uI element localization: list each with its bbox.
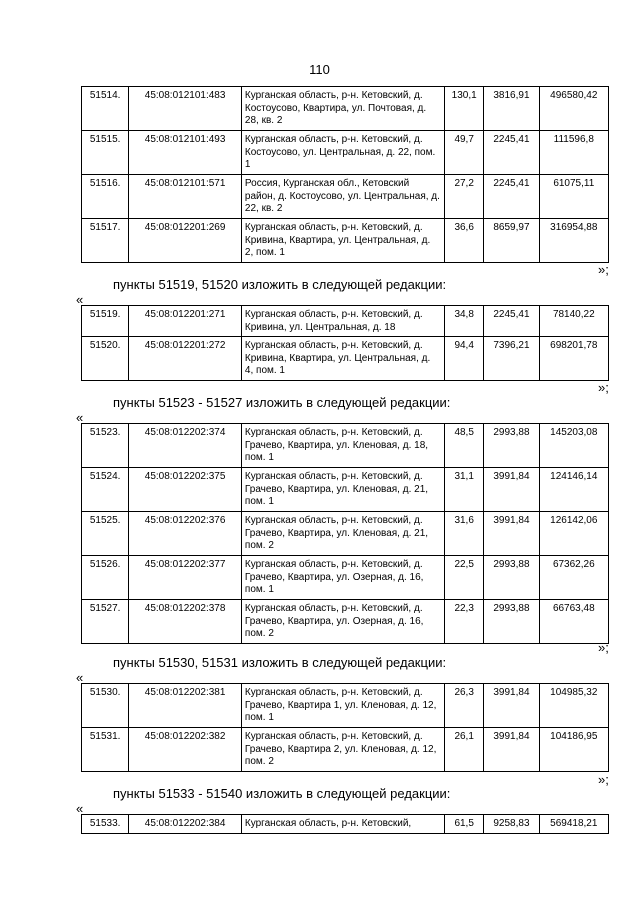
table-row bbox=[82, 424, 609, 468]
value: 496580,42 bbox=[539, 87, 608, 131]
row-number: 51526. bbox=[82, 556, 129, 600]
table-section-1 bbox=[81, 305, 609, 381]
area: 31,6 bbox=[445, 512, 484, 556]
table-row bbox=[82, 175, 609, 219]
value: 67362,26 bbox=[539, 556, 608, 600]
area: 61,5 bbox=[445, 815, 484, 834]
value: 104186,95 bbox=[539, 728, 608, 772]
opening-quote: « bbox=[76, 410, 84, 425]
area: 26,3 bbox=[445, 684, 484, 728]
area: 22,3 bbox=[445, 600, 484, 644]
address: Курганская область, р-н. Кетовский, д. Грачево, Квартира, ул. Кленовая, д. 18, пом. 1 bbox=[241, 424, 444, 468]
amendment-instruction: пункты 51519, 51520 изложить в следующей редакции: bbox=[113, 277, 447, 292]
price: 8659,97 bbox=[484, 219, 539, 263]
row-number: 51533. bbox=[82, 815, 129, 834]
cadastral-number: 45:08:012201:269 bbox=[129, 219, 242, 263]
table-section-4 bbox=[81, 814, 609, 834]
area: 130,1 bbox=[445, 87, 484, 131]
area: 26,1 bbox=[445, 728, 484, 772]
closing-quote: »; bbox=[598, 640, 609, 655]
row-number: 51514. bbox=[82, 87, 129, 131]
address: Курганская область, р-н. Кетовский, д. Грачево, Квартира 1, ул. Кленовая, д. 12, пом. 1 bbox=[241, 684, 444, 728]
row-number: 51517. bbox=[82, 219, 129, 263]
value: 316954,88 bbox=[539, 219, 608, 263]
address: Курганская область, р-н. Кетовский, д. Грачево, Квартира, ул. Кленовая, д. 21, пом. 1 bbox=[241, 468, 444, 512]
address: Курганская область, р-н. Кетовский, д. Грачево, Квартира, ул. Озерная, д. 16, пом. 2 bbox=[241, 600, 444, 644]
area: 94,4 bbox=[445, 337, 484, 381]
value: 569418,21 bbox=[539, 815, 608, 834]
address: Курганская область, р-н. Кетовский, д. Грачево, Квартира, ул. Озерная, д. 16, пом. 1 bbox=[241, 556, 444, 600]
price: 3991,84 bbox=[484, 512, 539, 556]
table-row bbox=[82, 815, 609, 834]
address: Курганская область, р-н. Кетовский, д. Кривина, ул. Центральная, д. 18 bbox=[241, 306, 444, 337]
table-section-0 bbox=[81, 86, 609, 263]
price: 2245,41 bbox=[484, 306, 539, 337]
cadastral-number: 45:08:012202:382 bbox=[129, 728, 242, 772]
opening-quote: « bbox=[76, 801, 84, 816]
closing-quote: »; bbox=[598, 262, 609, 277]
price: 2245,41 bbox=[484, 175, 539, 219]
cadastral-number: 45:08:012202:374 bbox=[129, 424, 242, 468]
row-number: 51524. bbox=[82, 468, 129, 512]
cadastral-number: 45:08:012101:483 bbox=[129, 87, 242, 131]
row-number: 51531. bbox=[82, 728, 129, 772]
area: 49,7 bbox=[445, 131, 484, 175]
address: Курганская область, р-н. Кетовский, д. Грачево, Квартира 2, ул. Кленовая, д. 12, пом. 2 bbox=[241, 728, 444, 772]
table-row bbox=[82, 556, 609, 600]
area: 36,6 bbox=[445, 219, 484, 263]
price: 2993,88 bbox=[484, 424, 539, 468]
address: Курганская область, р-н. Кетовский, д. Кривина, Квартира, ул. Центральная, д. 4, пом. 1 bbox=[241, 337, 444, 381]
value: 145203,08 bbox=[539, 424, 608, 468]
table-row bbox=[82, 468, 609, 512]
address: Курганская область, р-н. Кетовский, д. Кривина, Квартира, ул. Центральная, д. 2, пом. 1 bbox=[241, 219, 444, 263]
price: 3816,91 bbox=[484, 87, 539, 131]
table-row bbox=[82, 684, 609, 728]
value: 698201,78 bbox=[539, 337, 608, 381]
cadastral-number: 45:08:012202:381 bbox=[129, 684, 242, 728]
area: 48,5 bbox=[445, 424, 484, 468]
cadastral-number: 45:08:012202:377 bbox=[129, 556, 242, 600]
row-number: 51525. bbox=[82, 512, 129, 556]
row-number: 51519. bbox=[82, 306, 129, 337]
cadastral-number: 45:08:012202:376 bbox=[129, 512, 242, 556]
address: Курганская область, р-н. Кетовский, д. Костоусово, Квартира, ул. Почтовая, д. 28, кв. 2 bbox=[241, 87, 444, 131]
address: Курганская область, р-н. Кетовский, д. Костоусово, ул. Центральная, д. 22, пом. 1 bbox=[241, 131, 444, 175]
area: 22,5 bbox=[445, 556, 484, 600]
value: 78140,22 bbox=[539, 306, 608, 337]
closing-quote: »; bbox=[598, 772, 609, 787]
table-row bbox=[82, 600, 609, 644]
price: 3991,84 bbox=[484, 468, 539, 512]
value: 66763,48 bbox=[539, 600, 608, 644]
opening-quote: « bbox=[76, 292, 84, 307]
row-number: 51515. bbox=[82, 131, 129, 175]
table-row bbox=[82, 728, 609, 772]
price: 3991,84 bbox=[484, 728, 539, 772]
table-row bbox=[82, 306, 609, 337]
address: Курганская область, р-н. Кетовский, bbox=[241, 815, 444, 834]
value: 61075,11 bbox=[539, 175, 608, 219]
address: Россия, Курганская обл., Кетовский район, д. Костоусово, ул. Центральная, д. 22, кв. 2 bbox=[241, 175, 444, 219]
table-row bbox=[82, 219, 609, 263]
address: Курганская область, р-н. Кетовский, д. Грачево, Квартира, ул. Кленовая, д. 21, пом. 2 bbox=[241, 512, 444, 556]
row-number: 51527. bbox=[82, 600, 129, 644]
price: 2993,88 bbox=[484, 600, 539, 644]
table-row bbox=[82, 131, 609, 175]
price: 3991,84 bbox=[484, 684, 539, 728]
price: 7396,21 bbox=[484, 337, 539, 381]
table-section-3 bbox=[81, 683, 609, 772]
value: 111596,8 bbox=[539, 131, 608, 175]
cadastral-number: 45:08:012101:493 bbox=[129, 131, 242, 175]
amendment-instruction: пункты 51533 - 51540 изложить в следующей редакции: bbox=[113, 786, 451, 801]
amendment-instruction: пункты 51523 - 51527 изложить в следующей редакции: bbox=[113, 395, 451, 410]
table-row bbox=[82, 337, 609, 381]
area: 27,2 bbox=[445, 175, 484, 219]
row-number: 51530. bbox=[82, 684, 129, 728]
price: 2993,88 bbox=[484, 556, 539, 600]
cadastral-number: 45:08:012101:571 bbox=[129, 175, 242, 219]
table-row bbox=[82, 87, 609, 131]
area: 31,1 bbox=[445, 468, 484, 512]
row-number: 51516. bbox=[82, 175, 129, 219]
row-number: 51523. bbox=[82, 424, 129, 468]
area: 34,8 bbox=[445, 306, 484, 337]
price: 2245,41 bbox=[484, 131, 539, 175]
opening-quote: « bbox=[76, 670, 84, 685]
amendment-instruction: пункты 51530, 51531 изложить в следующей редакции: bbox=[113, 655, 447, 670]
cadastral-number: 45:08:012201:272 bbox=[129, 337, 242, 381]
table-row bbox=[82, 512, 609, 556]
price: 9258,83 bbox=[484, 815, 539, 834]
value: 126142,06 bbox=[539, 512, 608, 556]
value: 124146,14 bbox=[539, 468, 608, 512]
row-number: 51520. bbox=[82, 337, 129, 381]
cadastral-number: 45:08:012201:271 bbox=[129, 306, 242, 337]
table-section-2 bbox=[81, 423, 609, 644]
cadastral-number: 45:08:012202:378 bbox=[129, 600, 242, 644]
cadastral-number: 45:08:012202:384 bbox=[129, 815, 242, 834]
cadastral-number: 45:08:012202:375 bbox=[129, 468, 242, 512]
value: 104985,32 bbox=[539, 684, 608, 728]
page-number: 110 bbox=[309, 62, 330, 77]
closing-quote: »; bbox=[598, 380, 609, 395]
